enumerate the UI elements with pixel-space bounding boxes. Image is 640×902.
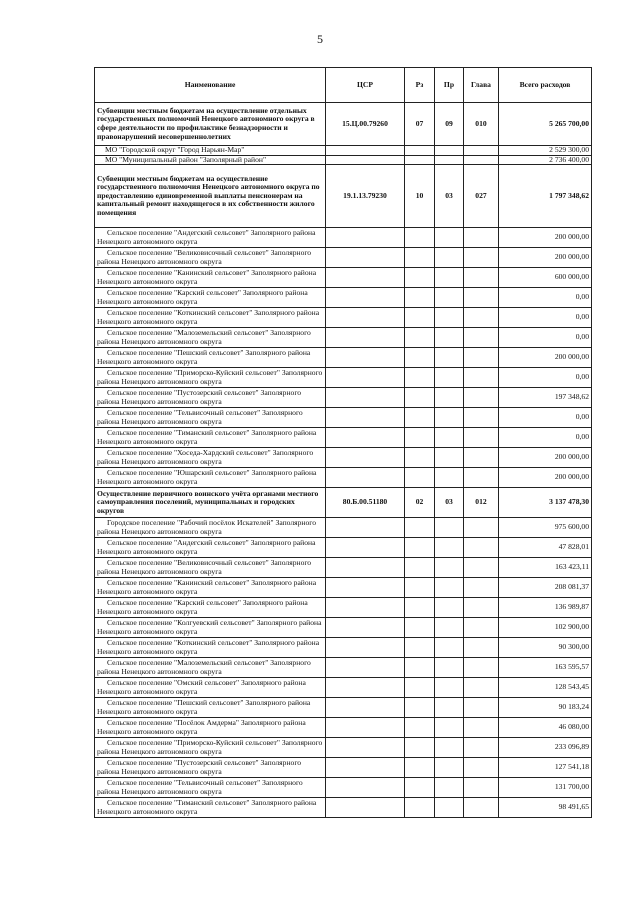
table-row [95, 518, 592, 538]
row-total: 90 300,00 [499, 638, 592, 658]
table-row [95, 248, 592, 268]
row-name: МО "Муниципальный район "Заполярный район" [95, 155, 326, 165]
row-name: Сельское поселение "Юшарский сельсовет" Заполярного района Ненецкого автономного округа [95, 468, 326, 488]
table-row [95, 368, 592, 388]
row-csr: 15.Ц.00.79260 [326, 103, 405, 146]
table-row [95, 288, 592, 308]
row-glava [464, 718, 499, 738]
row-glava [464, 678, 499, 698]
row-total: 90 183,24 [499, 698, 592, 718]
row-total: 136 989,87 [499, 598, 592, 618]
row-csr [326, 658, 405, 678]
row-rz [405, 598, 435, 618]
row-csr [326, 368, 405, 388]
row-csr [326, 288, 405, 308]
table-row [95, 658, 592, 678]
row-glava [464, 618, 499, 638]
row-csr [326, 448, 405, 468]
row-csr [326, 718, 405, 738]
row-glava: 012 [464, 488, 499, 518]
row-total: 3 137 478,30 [499, 488, 592, 518]
row-csr [326, 698, 405, 718]
row-rz [405, 368, 435, 388]
table-row [95, 538, 592, 558]
row-csr [326, 155, 405, 165]
header-name: Наименование [95, 68, 326, 103]
row-pr [435, 718, 464, 738]
table-row [95, 348, 592, 368]
row-glava [464, 368, 499, 388]
row-name: Сельское поселение "Пешский сельсовет" Заполярного района Ненецкого автономного округа [95, 698, 326, 718]
row-pr [435, 368, 464, 388]
row-rz [405, 308, 435, 328]
row-name: Сельское поселение "Приморско-Куйский сельсовет" Заполярного района Ненецкого автономного округа [95, 738, 326, 758]
row-glava [464, 638, 499, 658]
row-rz: 07 [405, 103, 435, 146]
row-name: Сельское поселение "Тиманский сельсовет" Заполярного района Ненецкого автономного округа [95, 798, 326, 818]
row-rz [405, 778, 435, 798]
table-row [95, 598, 592, 618]
row-csr: 80.Б.00.51180 [326, 488, 405, 518]
row-rz [405, 758, 435, 778]
row-total: 163 423,11 [499, 558, 592, 578]
table-row [95, 678, 592, 698]
row-pr [435, 598, 464, 618]
row-total: 208 081,37 [499, 578, 592, 598]
row-csr: 19.1.13.79230 [326, 165, 405, 228]
row-glava [464, 598, 499, 618]
section-row [95, 488, 592, 518]
row-csr [326, 408, 405, 428]
row-rz [405, 228, 435, 248]
row-pr [435, 558, 464, 578]
row-csr [326, 578, 405, 598]
row-glava [464, 538, 499, 558]
row-name: Сельское поселение "Канинский сельсовет" Заполярного района Ненецкого автономного округа [95, 268, 326, 288]
row-pr [435, 448, 464, 468]
row-glava [464, 146, 499, 156]
row-pr [435, 288, 464, 308]
row-name: Сельское поселение "Пустозерский сельсовет" Заполярного района Ненецкого автономного округа [95, 388, 326, 408]
row-total: 200 000,00 [499, 468, 592, 488]
row-total: 233 096,89 [499, 738, 592, 758]
row-pr [435, 618, 464, 638]
row-glava: 010 [464, 103, 499, 146]
row-pr [435, 578, 464, 598]
table-row [95, 718, 592, 738]
row-csr [326, 146, 405, 156]
table-row [95, 146, 592, 156]
row-rz [405, 146, 435, 156]
row-rz: 02 [405, 488, 435, 518]
row-rz [405, 538, 435, 558]
row-csr [326, 328, 405, 348]
row-pr [435, 758, 464, 778]
table-row [95, 428, 592, 448]
table-row [95, 618, 592, 638]
row-total: 200 000,00 [499, 448, 592, 468]
header-total: Всего расходов [499, 68, 592, 103]
row-rz [405, 328, 435, 348]
row-pr [435, 348, 464, 368]
row-rz [405, 618, 435, 638]
row-total: 2 529 300,00 [499, 146, 592, 156]
row-glava [464, 348, 499, 368]
row-total: 1 797 348,62 [499, 165, 592, 228]
row-glava [464, 448, 499, 468]
table-row [95, 698, 592, 718]
row-pr [435, 308, 464, 328]
row-csr [326, 538, 405, 558]
row-glava [464, 778, 499, 798]
row-total: 0,00 [499, 428, 592, 448]
table-row [95, 578, 592, 598]
row-name: Сельское поселение "Коткинский сельсовет" Заполярного района Ненецкого автономного округа [95, 308, 326, 328]
row-glava [464, 428, 499, 448]
row-csr [326, 758, 405, 778]
table-row [95, 798, 592, 818]
row-csr [326, 228, 405, 248]
row-pr [435, 328, 464, 348]
row-pr [435, 268, 464, 288]
row-name: Сельское поселение "Посёлок Амдерма" Заполярного района Ненецкого автономного округа [95, 718, 326, 738]
row-rz [405, 518, 435, 538]
row-total: 0,00 [499, 368, 592, 388]
row-pr [435, 146, 464, 156]
row-name: Сельское поселение "Малоземельский сельсовет" Заполярного района Ненецкого автономного округа [95, 658, 326, 678]
row-rz [405, 155, 435, 165]
row-pr [435, 678, 464, 698]
table-row [95, 408, 592, 428]
row-glava [464, 698, 499, 718]
row-total: 2 736 400,00 [499, 155, 592, 165]
table-row [95, 155, 592, 165]
row-pr [435, 388, 464, 408]
row-csr [326, 638, 405, 658]
section-row [95, 103, 592, 146]
page-number: 5 [317, 32, 323, 46]
row-csr [326, 618, 405, 638]
row-glava [464, 558, 499, 578]
row-rz [405, 718, 435, 738]
row-total: 0,00 [499, 328, 592, 348]
row-rz [405, 578, 435, 598]
row-pr [435, 428, 464, 448]
row-name: Городское поселение "Рабочий посёлок Искателей" Заполярного района Ненецкого автономного округа [95, 518, 326, 538]
row-rz [405, 408, 435, 428]
row-total: 0,00 [499, 308, 592, 328]
row-pr [435, 248, 464, 268]
row-rz [405, 468, 435, 488]
row-glava [464, 408, 499, 428]
row-pr [435, 538, 464, 558]
row-total: 600 000,00 [499, 268, 592, 288]
row-rz: 10 [405, 165, 435, 228]
row-csr [326, 678, 405, 698]
row-rz [405, 288, 435, 308]
row-name: Осуществление первичного воинского учёта органами местного самоуправления поселений, муниципальных и городских округов [95, 488, 326, 518]
table-row [95, 778, 592, 798]
header-glava: Глава [464, 68, 499, 103]
row-total: 128 543,45 [499, 678, 592, 698]
row-name: Субвенции местным бюджетам на осуществление отдельных государственных полномочий Ненецкого автономного округа в сфере деятельности по профилактике безнадзорности и правонарушений несовершеннолетних [95, 103, 326, 146]
row-name: Сельское поселение "Пустозерский сельсовет" Заполярного района Ненецкого автономного округа [95, 758, 326, 778]
row-glava [464, 268, 499, 288]
row-total: 200 000,00 [499, 348, 592, 368]
row-pr: 09 [435, 103, 464, 146]
row-name: Субвенции местным бюджетам на осуществление государственного полномочия Ненецкого автономного округа по предоставлению единовременной выплаты пенсионерам на капитальный ремонт находящегося в их собственности жилого помещения [95, 165, 326, 228]
row-glava [464, 578, 499, 598]
row-rz [405, 268, 435, 288]
row-glava [464, 738, 499, 758]
row-rz [405, 658, 435, 678]
table-row [95, 558, 592, 578]
row-pr [435, 408, 464, 428]
row-total: 163 595,57 [499, 658, 592, 678]
row-csr [326, 468, 405, 488]
row-glava [464, 518, 499, 538]
row-pr [435, 468, 464, 488]
row-rz [405, 738, 435, 758]
row-total: 200 000,00 [499, 228, 592, 248]
row-pr [435, 518, 464, 538]
row-csr [326, 798, 405, 818]
row-total: 131 700,00 [499, 778, 592, 798]
row-rz [405, 638, 435, 658]
row-glava [464, 248, 499, 268]
table-row [95, 328, 592, 348]
table-row [95, 738, 592, 758]
row-csr [326, 558, 405, 578]
table-row [95, 448, 592, 468]
row-pr [435, 698, 464, 718]
header-pr: Пр [435, 68, 464, 103]
row-pr: 03 [435, 488, 464, 518]
table-row [95, 388, 592, 408]
row-total: 0,00 [499, 408, 592, 428]
row-csr [326, 248, 405, 268]
row-name: Сельское поселение "Канинский сельсовет" Заполярного района Ненецкого автономного округа [95, 578, 326, 598]
row-csr [326, 598, 405, 618]
row-name: Сельское поселение "Хоседа-Хардский сельсовет" Заполярного района Ненецкого автономного округа [95, 448, 326, 468]
row-name: Сельское поселение "Андегский сельсовет" Заполярного района Ненецкого автономного округа [95, 228, 326, 248]
row-pr [435, 778, 464, 798]
section-row [95, 165, 592, 228]
row-name: Сельское поселение "Карский сельсовет" Заполярного района Ненецкого автономного округа [95, 598, 326, 618]
row-rz [405, 698, 435, 718]
row-name: Сельское поселение "Карский сельсовет" Заполярного района Ненецкого автономного округа [95, 288, 326, 308]
row-name: Сельское поселение "Великовисочный сельсовет" Заполярного района Ненецкого автономного округа [95, 248, 326, 268]
row-name: Сельское поселение "Тельвисочный сельсовет" Заполярного района Ненецкого автономного округа [95, 408, 326, 428]
row-total: 102 900,00 [499, 618, 592, 638]
row-pr [435, 738, 464, 758]
row-csr [326, 308, 405, 328]
row-total: 98 491,65 [499, 798, 592, 818]
row-name: Сельское поселение "Колгуевский сельсовет" Заполярного района Ненецкого автономного округа [95, 618, 326, 638]
row-glava [464, 758, 499, 778]
row-total: 197 348,62 [499, 388, 592, 408]
row-csr [326, 428, 405, 448]
row-name: Сельское поселение "Приморско-Куйский сельсовет" Заполярного района Ненецкого автономного округа [95, 368, 326, 388]
row-total: 46 080,00 [499, 718, 592, 738]
row-name: МО "Городской округ "Город Нарьян-Мар" [95, 146, 326, 156]
row-csr [326, 738, 405, 758]
row-glava [464, 658, 499, 678]
row-glava [464, 468, 499, 488]
row-csr [326, 268, 405, 288]
header-csr: ЦСР [326, 68, 405, 103]
row-csr [326, 518, 405, 538]
row-glava [464, 798, 499, 818]
row-csr [326, 388, 405, 408]
row-pr: 03 [435, 165, 464, 228]
row-pr [435, 798, 464, 818]
row-total: 0,00 [499, 288, 592, 308]
row-name: Сельское поселение "Тиманский сельсовет" Заполярного района Ненецкого автономного округа [95, 428, 326, 448]
row-rz [405, 558, 435, 578]
row-rz [405, 348, 435, 368]
row-rz [405, 428, 435, 448]
row-glava [464, 288, 499, 308]
row-glava: 027 [464, 165, 499, 228]
row-name: Сельское поселение "Тельвисочный сельсовет" Заполярного района Ненецкого автономного округа [95, 778, 326, 798]
table-row [95, 268, 592, 288]
row-rz [405, 448, 435, 468]
row-name: Сельское поселение "Омский сельсовет" Заполярного района Ненецкого автономного округа [95, 678, 326, 698]
row-rz [405, 798, 435, 818]
table-row [95, 228, 592, 248]
row-rz [405, 678, 435, 698]
row-total: 47 828,01 [499, 538, 592, 558]
row-total: 975 600,00 [499, 518, 592, 538]
row-glava [464, 328, 499, 348]
row-pr [435, 228, 464, 248]
row-rz [405, 388, 435, 408]
header-rz: Рз [405, 68, 435, 103]
row-total: 5 265 700,00 [499, 103, 592, 146]
row-name: Сельское поселение "Великовисочный сельсовет" Заполярного района Ненецкого автономного округа [95, 558, 326, 578]
row-name: Сельское поселение "Коткинский сельсовет" Заполярного района Ненецкого автономного округа [95, 638, 326, 658]
table-header-row [95, 68, 592, 103]
row-pr [435, 155, 464, 165]
row-pr [435, 638, 464, 658]
budget-table [94, 67, 592, 818]
row-total: 200 000,00 [499, 248, 592, 268]
table-row [95, 468, 592, 488]
row-glava [464, 228, 499, 248]
row-total: 127 541,18 [499, 758, 592, 778]
table-row [95, 308, 592, 328]
table-row [95, 638, 592, 658]
row-name: Сельское поселение "Пешский сельсовет" Заполярного района Ненецкого автономного округа [95, 348, 326, 368]
row-glava [464, 155, 499, 165]
row-csr [326, 778, 405, 798]
row-rz [405, 248, 435, 268]
row-csr [326, 348, 405, 368]
row-glava [464, 388, 499, 408]
row-glava [464, 308, 499, 328]
row-name: Сельское поселение "Малоземельский сельсовет" Заполярного района Ненецкого автономного округа [95, 328, 326, 348]
row-pr [435, 658, 464, 678]
row-name: Сельское поселение "Андегский сельсовет" Заполярного района Ненецкого автономного округа [95, 538, 326, 558]
table-row [95, 758, 592, 778]
